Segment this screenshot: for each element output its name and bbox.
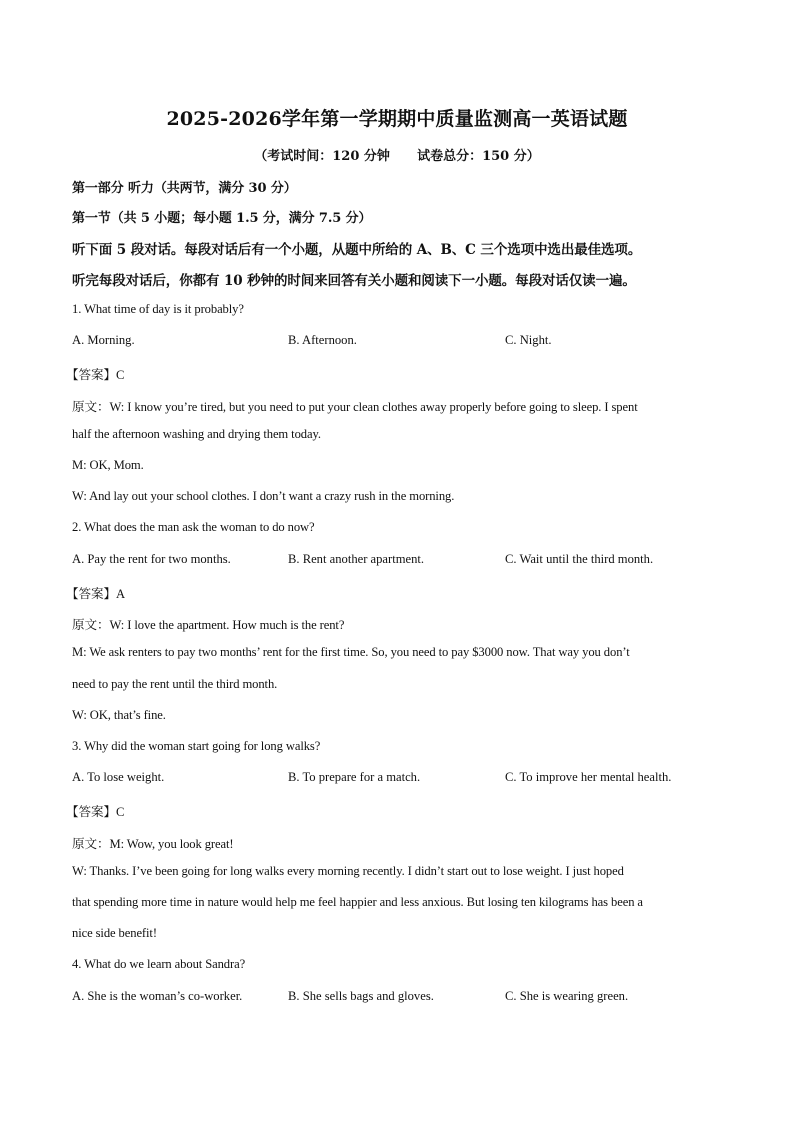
answer-value: C — [115, 805, 125, 819]
option-a: A. To lose weight. — [72, 770, 165, 784]
option-b: B. Afternoon. — [288, 333, 357, 347]
transcript-line — [72, 833, 234, 852]
transcript-line: W: And lay out your school clothes. I don’t want a crazy rush in the morning. — [72, 489, 455, 503]
transcript-label: 原文： — [72, 617, 110, 632]
option-a: A. Morning. — [72, 333, 135, 347]
option-c: C. To improve her mental health. — [505, 770, 672, 784]
transcript-line: need to pay the rent until the third month. — [72, 677, 278, 691]
transcript-line: half the afternoon washing and drying them today. — [72, 427, 321, 441]
option-b: B. Rent another apartment. — [288, 552, 425, 566]
answer-value: C — [115, 368, 125, 382]
option-b: B. To prepare for a match. — [288, 770, 421, 784]
instruction-line: 听完每段对话后，你都有 10 秒钟的时间来回答有关小题和阅读下一小题。每段对话仅读一遍。 — [72, 273, 636, 289]
part-heading: 第一部分 听力（共两节，满分 30 分） — [72, 181, 297, 196]
answer-line — [66, 801, 124, 820]
transcript-text: W: I love the apartment. How much is the rent? — [109, 618, 345, 632]
option-a: A. She is the woman’s co-worker. — [72, 989, 243, 1003]
page-title: 2025-2026学年第一学期期中质量监测高一英语试题 — [166, 108, 628, 130]
option-c: C. Night. — [505, 333, 552, 347]
question-stem: 2. What does the man ask the woman to do now? — [72, 520, 315, 534]
option-b: B. She sells bags and gloves. — [288, 989, 434, 1003]
transcript-line: nice side benefit! — [72, 926, 157, 940]
answer-label: 【答案】 — [66, 804, 116, 819]
answer-line — [66, 364, 124, 383]
transcript-line: W: Thanks. I’ve been going for long walks every morning recently. I didn’t start out to lose weight. I just hoped — [72, 864, 624, 878]
option-a: A. Pay the rent for two months. — [72, 552, 231, 566]
exam-info: （考试时间：120 分钟 试卷总分：150 分） — [254, 149, 540, 164]
transcript-line: W: OK, that’s fine. — [72, 708, 166, 722]
option-c: C. She is wearing green. — [505, 989, 629, 1003]
instruction-line: 听下面 5 段对话。每段对话后有一个小题，从题中所给的 A、B、C 三个选项中选出最佳选项。 — [72, 242, 642, 258]
answer-line — [66, 583, 125, 602]
question-stem: 4. What do we learn about Sandra? — [72, 957, 246, 971]
transcript-line: M: OK, Mom. — [72, 458, 144, 472]
question-stem: 3. Why did the woman start going for long walks? — [72, 739, 321, 753]
section-heading: 第一节（共 5 小题；每小题 1.5 分，满分 7.5 分） — [72, 211, 372, 226]
answer-label: 【答案】 — [66, 586, 116, 601]
transcript-label: 原文： — [72, 836, 110, 851]
transcript-line: M: We ask renters to pay two months’ rent for the first time. So, you need to pay $3000 now. That way you don’t — [72, 645, 630, 659]
transcript-line: that spending more time in nature would help me feel happier and less anxious. But losing ten kilograms has been a — [72, 895, 643, 909]
transcript-text: M: Wow, you look great! — [109, 837, 234, 851]
option-c: C. Wait until the third month. — [505, 552, 654, 566]
transcript-line — [72, 614, 344, 633]
answer-value: A — [115, 587, 125, 601]
transcript-text: W: I know you’re tired, but you need to put your clean clothes away properly before going to sleep. I spent — [109, 400, 638, 414]
answer-label: 【答案】 — [66, 367, 116, 382]
question-stem: 1. What time of day is it probably? — [72, 302, 244, 316]
transcript-line — [72, 396, 638, 415]
transcript-label: 原文： — [72, 399, 110, 414]
